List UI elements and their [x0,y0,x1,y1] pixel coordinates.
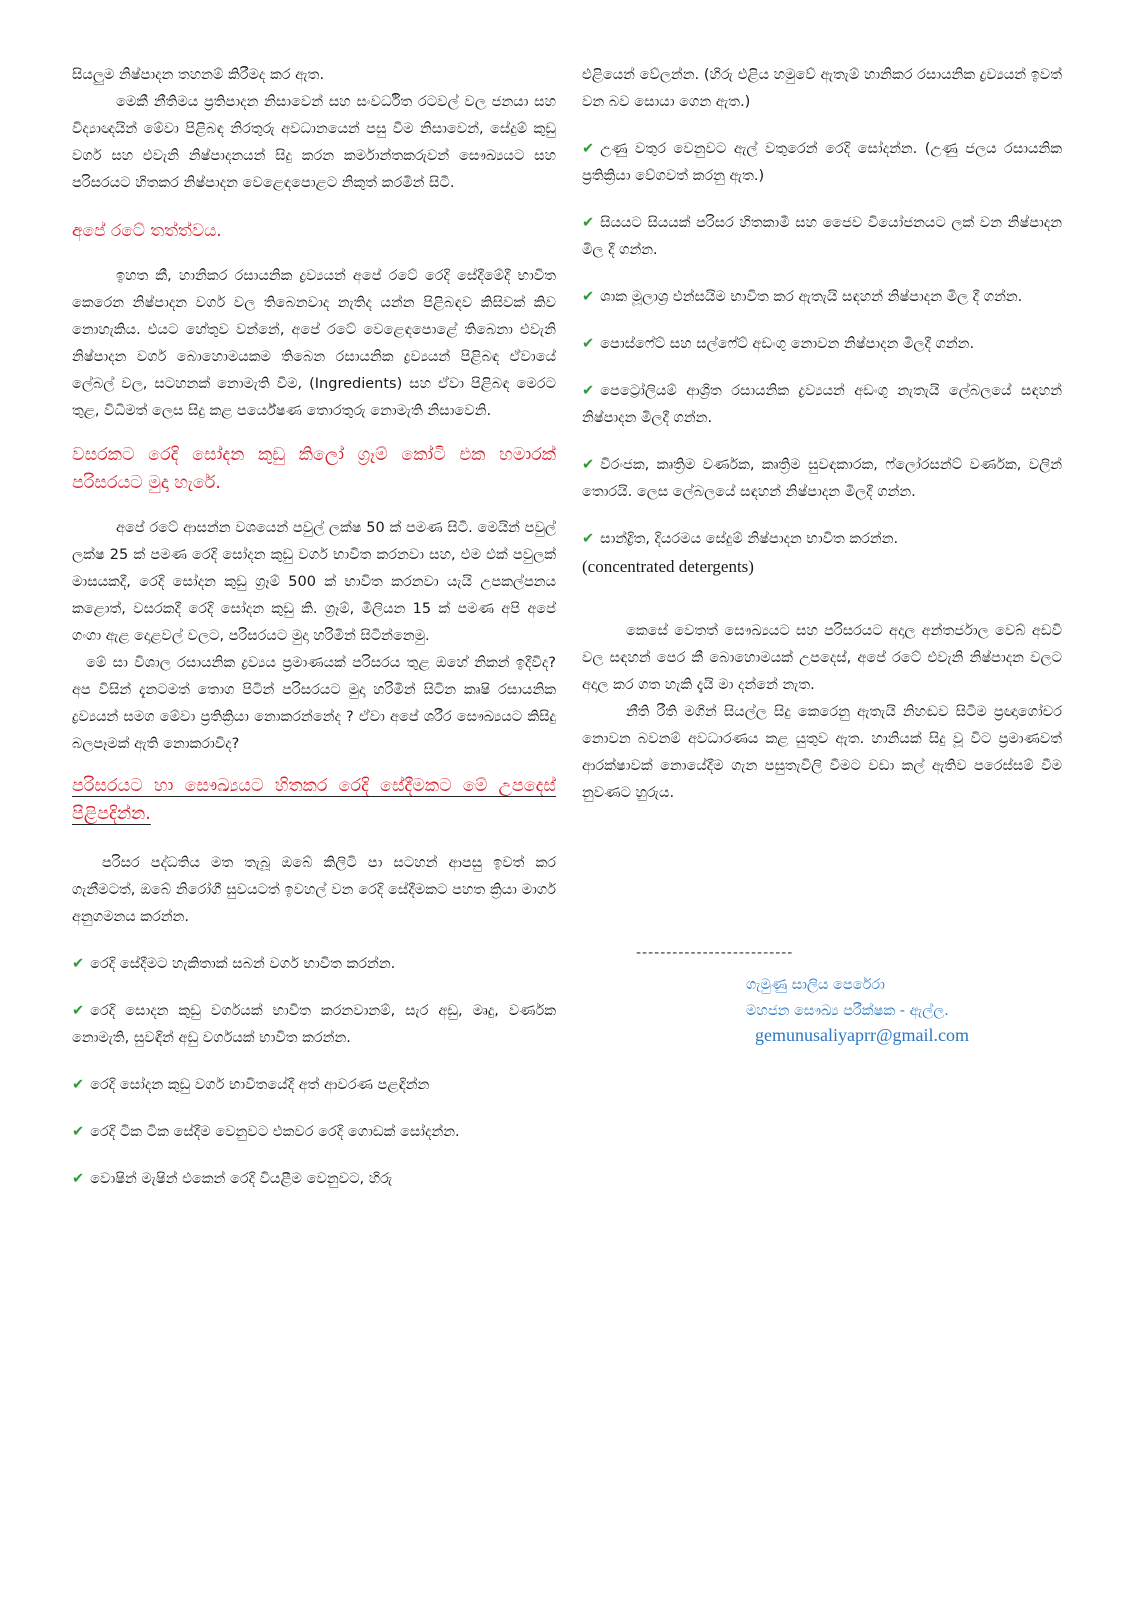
section-heading: වසරකට රෙදි සෝදන කුඩු කිලෝ ග්‍රෑම් කෝටි එක හමාරක් පරිසරයට මුදා හැරේ. [72,445,556,493]
check-mark-icon: ✔ [582,141,595,157]
check-mark-icon: ✔ [72,1077,85,1093]
list-item: ✔ සාන්ද්‍රිත, දියරමය සේදුම් නිෂ්පාදන භාවිත කරන්න. (concentrated detergents) [582,531,899,576]
list-item: ✔ රෙදි ටික ටික සේදීම වෙනුවට එකවර රෙදි ගොඩක් සෝදන්න. [72,1124,460,1140]
section-heading: පරිසරයට හා සෞඛ්‍යයට හිතකර රෙදි සේදීමකට මේ උපදෙස් පිළිපදින්න. [72,776,556,824]
paragraph: අපේ රටේ ආසන්න වශයෙන් පවුල් ලක්ෂ 50 ක් පමණ සිටී. මෙයින් පවුල් ලක්ෂ 25 ක් පමණ රෙදි සෝදන කුඩු වර්ග භාවිත කරනවා සහ, එම එක් පවුලක් මාසයකදී, රෙදි සෝදන කුඩු ග්‍රෑම් 500 ක් භාවිත කරනවා යැයි උපකල්පනය කළොත්, වසරකදී රෙදි සෝදන කුඩු කි. ග්‍රෑම්, මිලියන 15 ක් පමණ අපි අපේ ගංගා ඇළ දොළවල් වලට, පරිසරයට මුදා හරිමින් සිටින්නෙමු. [72,520,556,644]
list-item: ✔ පෙට්‍රෝලියම් ආශ්‍රිත රසායනික ද්‍රව්‍යයන් අඩංගු නැතැයි ලේබලයේ සඳහන් නිෂ්පාදන මිලදී ගන්න. [582,383,1062,426]
author-name: ගැමුණු සාලිය පෙරේරා [746,977,885,993]
section-heading: අපේ රටේ තත්ත්වය. [72,221,222,241]
check-mark-icon: ✔ [582,531,595,547]
list-item: ✔ ශාක මූලාශ්‍ර එන්සයිම භාවිත කර ඇතැයි සඳහන් නිෂ්පාදන මිල දී ගන්න. [582,289,1023,305]
author-email[interactable]: gemunusaliyaprr@gmail.com [755,1025,970,1045]
list-item: ✔ විරංජක, කෘත්‍රිම වර්ණක, කෘත්‍රිම සුවඳකාරක, ෆ්ලෝරසන්ට් වර්ණක, වලින් තොරයි. ලෙස ලේබලයේ සඳහන් නිෂ්පාදන මිලදී ගන්න. [582,457,1062,500]
signature-divider: -------------------------- [636,945,794,961]
check-mark-icon: ✔ [72,1124,85,1140]
check-mark-icon: ✔ [582,215,595,231]
paragraph: කෙසේ වෙතත් සෞඛ්‍යයට සහ පරිසරයට අදාල අන්තර්ජාල වෙබ් අඩවි වල සඳහන් පෙර කී බොහොමයක් උපදෙස්, අපේ රටේ එවැනි නිෂ්පාදන වලට අදාල කර ගත හැකි දැයි මා දන්නේ නැත. [582,623,1062,693]
paragraph: පරිසර පද්ධතිය මත තැබූ ඔබේ කිලිටි පා සටහන් ආපසු ඉවත් කර ගැනීමටත්, ඔබේ නිරෝගී සුවයටත් ඉවහල් වන රෙදි සේදීමකට පහත ක්‍රියා මාර්ග අනුගමනය කරන්න. [72,855,556,925]
list-item: ✔ වොෂින් මැෂින් එකෙන් රෙදි වියළීම වෙනුවට, හිරු [72,1171,393,1187]
list-item: ✔ පොස්ෆේට් සහ සල්ෆේට් අඩංගු නොවන නිෂ්පාදන මිලදී ගන්න. [582,336,975,352]
check-mark-icon: ✔ [582,457,595,473]
check-mark-icon: ✔ [72,1171,85,1187]
paragraph: මෙකී නීතිමය ප්‍රතිපාදන නිසාවෙන් සහ සංවර්ධිත රටවල් වල ජනයා සහ විද්‍යාඥයින් මේවා පිළිබඳ නිරතුරු අවධානයෙන් පසු වීම නිසාවෙන්, සේදුම් කුඩු වර්ග සහ එවැනි නිෂ්පාදනයන් සිදු කරන කර්මාන්තකරුවන් සෞඛ්‍යයට සහ පරිසරයට හිතකර නිෂ්පාදන වෙළෙඳපොළට නිකුත් කරමින් සිටී. [72,94,556,191]
paragraph: නීති රීති මගින් සියල්ල සිදු කෙරෙනු ඇතැයි නිහඬව සිටීම ප්‍රඥාගෝචර නොවන බවනම් අවධාරණය කළ යුතුව ඇත. හානියක් සිදු වූ විට ප්‍රමාණවත් ආරක්ෂාවක් නොයේදීම ගැන පසුතැවිලි වීමට වඩා කල් ඇතිව පරෙස්සම් වීම නුවණට හුරුය. [582,704,1062,801]
list-item: ✔ සියයට සියයක් පරිසර හිතකාමී සහ ජෛව වියෝජනයට ලක් වන නිෂ්පාදන මිල දී ගන්න. [582,215,1062,258]
paragraph: ඉහත කී, හානිකර රසායනික ද්‍රව්‍යයන් අපේ රටේ රෙදි සේදීමේදී භාවිත කෙරෙන නිෂ්පාදන වර්ග වල තිබෙනවාද නැතිද යන්න පිළිබඳව කිසිවක් කිව නොහැකිය. එයට හේතුව වන්නේ, අපේ රටේ වෙළෙඳපොළේ තිබෙනා එවැනි නිෂ්පාදන වර්ග බොහොමයකම තිබෙන රසායනික ද්‍රව්‍යයන් පිළිබඳ ඒවායේ ලේබල් වල, සටහනක් නොමැති වීම, (Ingredients) සහ ඒවා පිළිබඳ මෙරට තුළ, විධිමත් ලෙස සිදු කළ පර්යේෂණ තොරතුරු නොමැති නිසාවෙනි. [72,268,556,419]
paragraph: සියලුම නිෂ්පාදන තහනම් කිරීමද කර ඇත. [72,67,325,83]
check-mark-icon: ✔ [72,956,85,972]
check-mark-icon: ✔ [582,383,595,399]
check-mark-icon: ✔ [582,289,595,305]
list-item: ✔ උණු වතුර වෙනුවට ඇල් වතුරෙන් රෙදි සෝදන්න. (උණු ජලය රසායනික ප්‍රතික්‍රියා වේගවත් කරනු ඇත.) [582,141,1062,184]
check-mark-icon: ✔ [582,336,595,352]
left-column [72,62,556,1193]
paragraph: මේ සා විශාල රසායනික ද්‍රව්‍යය ප්‍රමාණයක් පරිසරය තුළ ඔහේ නිකන් ඉදීවිද? අප විසින් දැනටමත් තොග පිටින් පරිසරයට මුදා හරිමින් සිටින කෘෂි රසායනික ද්‍රව්‍යයන් සමග මේවා ප්‍රතික්‍රියා නොකරන්නේද ? ඒවා අපේ ශරීර සෞඛ්‍යයට කිසිදු බලපෑමක් ඇති නොකරාවිද? [72,655,556,752]
list-item: ✔ රෙදි සොදන කුඩු වර්ගයක් භාවිත කරනවානම්, සැර අඩු, මෘදු, වර්ණක නොමැති, සුවඳින් අඩු වර්ගයක් භාවිත කරන්න. [72,1003,556,1046]
list-item: ✔ රෙදි සෝදන කුඩු වර්ග භාවිතයේදී අත් ආවරණ පළඳින්න [72,1077,430,1093]
check-mark-icon: ✔ [72,1003,85,1019]
author-block [746,972,949,1024]
author-title: මහජන සෞඛ්‍ය පරීක්ෂක - ඇල්ල. [746,1003,949,1019]
paragraph: එළියෙන් වේලන්න. (හිරු එළිය හමුවේ ඇතැම් හානිකර රසායනික ද්‍රව්‍යයන් ඉවත් වන බව සොයා ගෙන ඇත.) [582,67,1062,110]
list-item: ✔ රෙදි සේදීමට හැකිතාක් සබන් වර්ග භාවිත කරන්න. [72,956,396,972]
right-column [582,62,1062,807]
